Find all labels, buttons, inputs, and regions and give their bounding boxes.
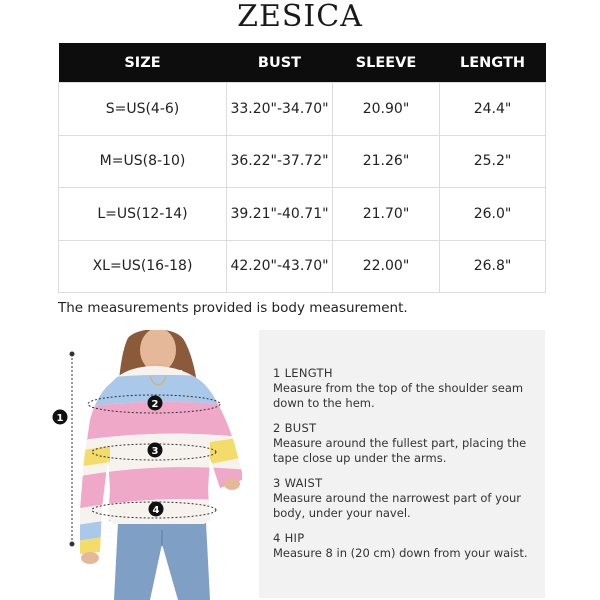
guide-description: Measure around the narrowest part of your body, under your navel. [273, 491, 521, 520]
guide-description: Measure from the top of the shoulder seam down to the hem. [273, 381, 524, 410]
guide-description: Measure around the fullest part, placing the tape close up under the arms. [273, 436, 527, 465]
cell-sleeve: 22.00" [333, 240, 440, 293]
size-chart-table [58, 43, 546, 293]
guide-heading: 4 HIP [273, 531, 305, 545]
cell-sleeve: 21.26" [333, 135, 440, 188]
guide-description: Measure 8 in (20 cm) down from your waist. [273, 546, 528, 560]
svg-text:2: 2 [151, 399, 159, 410]
model-hand-left [81, 552, 99, 564]
guide-item-waist [273, 476, 533, 521]
svg-text:3: 3 [151, 446, 159, 457]
guide-item-bust [273, 421, 533, 466]
guide-heading: 1 LENGTH [273, 366, 333, 380]
marker-1 [53, 410, 68, 425]
cell-length: 26.0" [440, 188, 546, 241]
brand-logo: ZESICA [237, 0, 363, 34]
measurement-guide [273, 366, 533, 571]
cell-size: L=US(12-14) [59, 188, 227, 241]
cell-bust: 42.20"-43.70" [227, 240, 333, 293]
measurement-note: The measurements provided is body measurement. [58, 300, 408, 316]
cell-sleeve: 21.70" [333, 188, 440, 241]
marker-3 [148, 443, 163, 458]
cell-size: S=US(4-6) [59, 83, 227, 136]
cell-bust: 33.20"-34.70" [227, 83, 333, 136]
table-row [59, 188, 546, 241]
model-hand-right [224, 478, 240, 490]
guide-item-length [273, 366, 533, 411]
cell-length: 25.2" [440, 135, 546, 188]
cell-size: XL=US(16-18) [59, 240, 227, 293]
guide-item-hip [273, 531, 533, 561]
svg-text:1: 1 [56, 413, 64, 424]
column-header-length: LENGTH [440, 43, 546, 83]
table-row [59, 135, 546, 188]
model-illustration [50, 330, 250, 600]
table-header-row [59, 43, 546, 83]
table-row [59, 240, 546, 293]
guide-heading: 2 BUST [273, 421, 317, 435]
guide-heading: 3 WAIST [273, 476, 323, 490]
cell-bust: 36.22"-37.72" [227, 135, 333, 188]
marker-4 [149, 502, 164, 517]
column-header-size: SIZE [59, 43, 227, 83]
cell-length: 24.4" [440, 83, 546, 136]
cell-bust: 39.21"-40.71" [227, 188, 333, 241]
cell-size: M=US(8-10) [59, 135, 227, 188]
table-row [59, 83, 546, 136]
column-header-sleeve: SLEEVE [333, 43, 440, 83]
marker-2 [148, 396, 163, 411]
cell-length: 26.8" [440, 240, 546, 293]
svg-text:4: 4 [152, 505, 160, 516]
column-header-bust: BUST [227, 43, 333, 83]
cell-sleeve: 20.90" [333, 83, 440, 136]
